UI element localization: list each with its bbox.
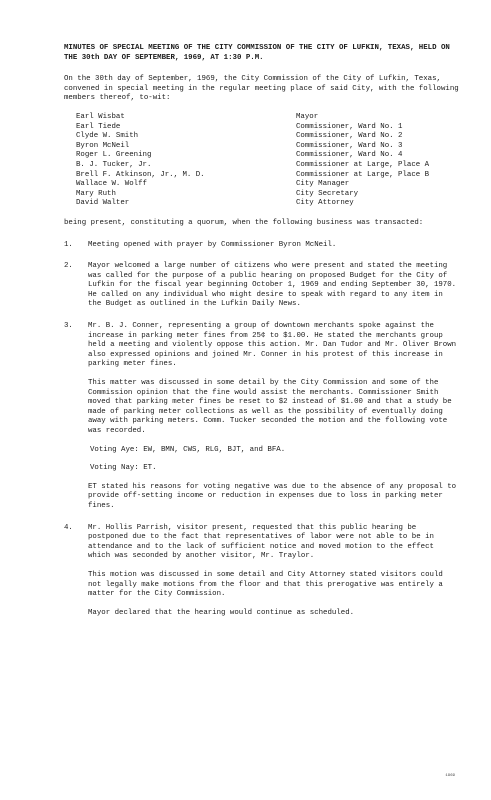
member-row bbox=[76, 132, 429, 142]
agenda-item bbox=[64, 241, 459, 251]
member-title: City Manager bbox=[296, 180, 350, 189]
item-number: 1. bbox=[64, 240, 73, 249]
item-number: 2. bbox=[64, 262, 73, 271]
item-number: 4. bbox=[64, 523, 73, 532]
item-paragraph: Mayor declared that the hearing would continue as scheduled. bbox=[88, 608, 355, 617]
member-name: Mary Ruth bbox=[76, 189, 116, 198]
member-title: Commissioner, Ward No. 1 bbox=[296, 122, 403, 131]
quorum-statement: being present, constituting a quorum, when the following business was transacted: bbox=[64, 218, 424, 227]
member-title: Commissioner at Large, Place B bbox=[296, 170, 430, 179]
member-name: David Walter bbox=[76, 199, 130, 208]
item-paragraph: Mr. B. J. Conner, representing a group of downtown merchants spoke against the increase in parking meter fines from 25¢ to $1.00. He stated the merchants group held a meeting and violently oppose this action. Mr. Dan Tudor and Mr. Oliver Brown also expressed opinions and joined Mr. Conner in his protest of this increase in parking meter fines. bbox=[88, 322, 457, 369]
member-row bbox=[76, 171, 429, 181]
member-name: Wallace W. Wolff bbox=[76, 180, 147, 189]
document-title: MINUTES OF SPECIAL MEETING OF THE CITY COMMISSION OF THE CITY OF LUFKIN, TEXAS, HELD ON THE 30th DAY OF SEPTEMBER, 1969, AT 1:30 P.M. bbox=[64, 44, 450, 62]
vote-aye: Voting Aye: EW, BMN, CWS, RLG, BJT, and BFA. bbox=[90, 445, 286, 454]
members-list bbox=[76, 113, 429, 209]
member-row bbox=[76, 142, 429, 152]
member-name: Earl Tiede bbox=[76, 122, 121, 131]
member-title: City Secretary bbox=[296, 189, 359, 198]
member-name: Byron McNeil bbox=[76, 141, 130, 150]
member-row bbox=[76, 151, 429, 161]
member-title: Commissioner, Ward No. 3 bbox=[296, 141, 403, 150]
member-name: Roger L. Greening bbox=[76, 151, 152, 160]
member-title: Commissioner, Ward No. 4 bbox=[296, 151, 403, 160]
member-title: Mayor bbox=[296, 112, 319, 121]
member-row bbox=[76, 113, 429, 123]
intro-paragraph: On the 30th day of September, 1969, the City Commission of the City of Lufkin, Texas, convened in special meeting in the regular meeting place of said City, with the following members thereof, to-wit: bbox=[64, 75, 459, 103]
member-title: Commissioner, Ward No. 2 bbox=[296, 132, 403, 141]
agenda-item bbox=[64, 524, 459, 619]
member-name: B. J. Tucker, Jr. bbox=[76, 160, 152, 169]
vote-nay: Voting Nay: ET. bbox=[90, 464, 157, 473]
member-row bbox=[76, 180, 429, 190]
member-name: Clyde W. Smith bbox=[76, 132, 139, 141]
page-mark: 1969 bbox=[445, 774, 455, 779]
item-paragraph: Mr. Hollis Parrish, visitor present, requested that this public hearing be postponed due to the fact that representatives of labor were not able to be in attendance and to the lack of sufficient notice and moved motion to the effect which was seconded by another visitor, Mr. Traylor. bbox=[88, 523, 434, 561]
member-row bbox=[76, 123, 429, 133]
member-title: Commissioner at Large, Place A bbox=[296, 160, 430, 169]
member-row bbox=[76, 199, 429, 209]
member-name: Earl Wisbat bbox=[76, 112, 125, 121]
item-paragraph: This matter was discussed in some detail by the City Commission and some of the Commission opinion that the fine would assist the merchants. Commissioner Smith moved that parking meter fines be reset to $2 instead of $1.00 and that a study be made of parking meter collections as well as the possibility of eventually doing away with parking meters. Comm. Tucker seconded the motion and the following vote was recorded. bbox=[88, 379, 452, 435]
item-paragraph: This motion was discussed in some detail and City Attorney stated visitors could not legally make motions from the floor and that this prerogative was entirely a matter for the City Commission. bbox=[88, 570, 443, 599]
member-title: City Attorney bbox=[296, 199, 354, 208]
agenda-item bbox=[64, 262, 459, 310]
member-row bbox=[76, 161, 429, 171]
item-paragraph: Meeting opened with prayer by Commissioner Byron McNeil. bbox=[88, 240, 337, 249]
member-row bbox=[76, 190, 429, 200]
item-number: 3. bbox=[64, 322, 73, 331]
agenda-item bbox=[64, 322, 459, 512]
member-name: Brell F. Atkinson, Jr., M. D. bbox=[76, 170, 205, 179]
agenda-items bbox=[64, 241, 459, 619]
item-paragraph: ET stated his reasons for voting negative was due to the absence of any proposal to provide off-setting income or reduction in expenses due to loss in parking meter fines. bbox=[88, 482, 457, 510]
item-paragraph: Mayor welcomed a large number of citizens who were present and stated the meeting was called for the purpose of a public hearing on proposed Budget for the City of Lufkin for the fiscal year beginning October 1, 1969 and ending September 30, 1970. He called on any individual who might desire to speak with regard to any item in the Budget as outlined in the Lufkin Daily News. bbox=[88, 262, 457, 309]
